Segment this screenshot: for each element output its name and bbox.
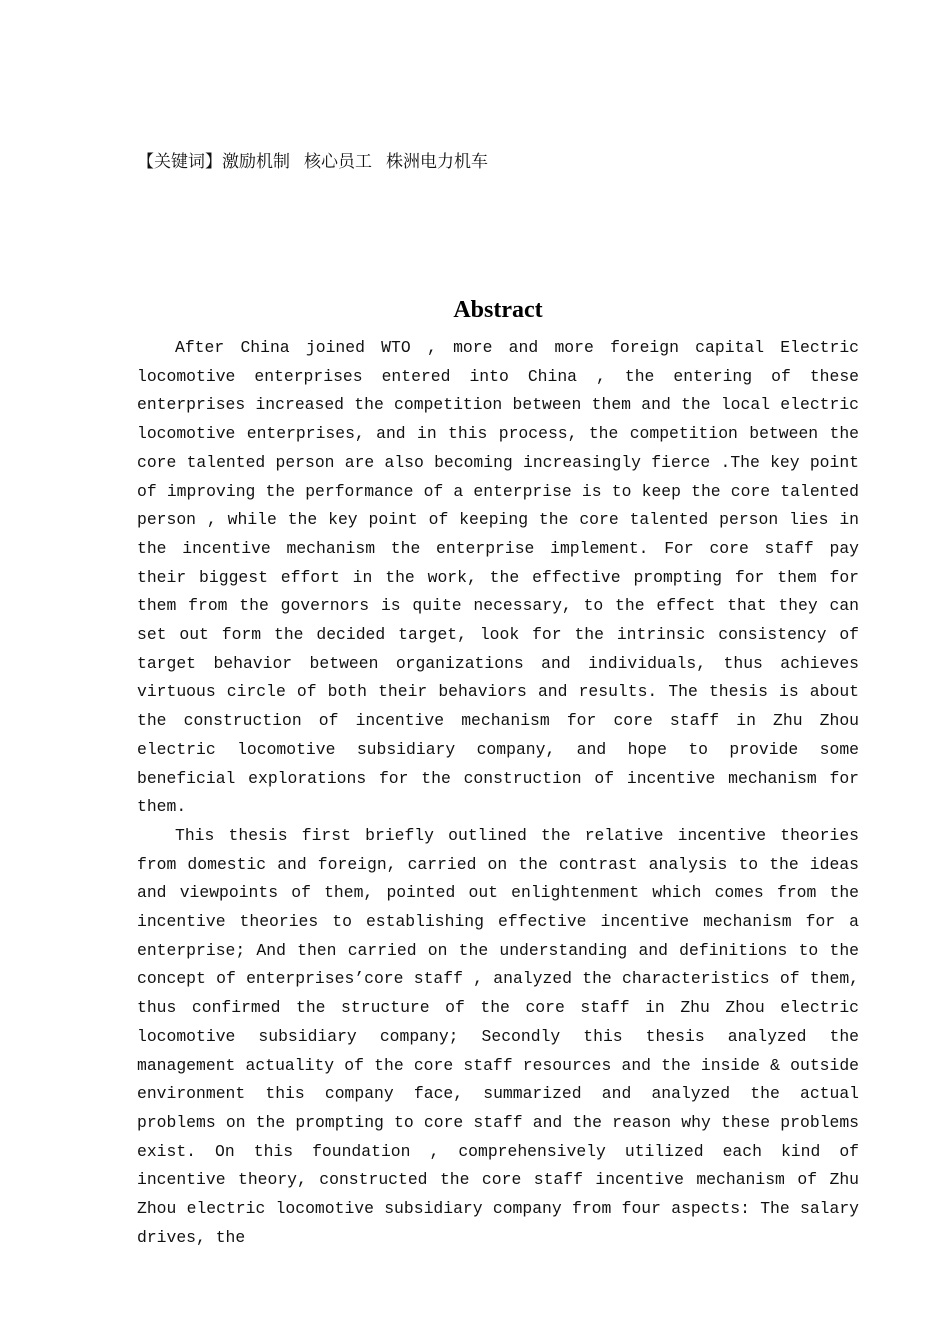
- abstract-paragraph: After China joined WTO , more and more foreign capital Electric locomotive enterprises entered into China , the entering of these enterprises increased the competition between them and the local electric locomotive enterprises, and in this process, the competition between the core talented person are also becoming increasingly fierce .The key point of improving the performance of a enterprise is to keep the core talented person , while the key point of keeping the core talented person lies in the incentive mechanism the enterprise implement. For core staff pay their biggest effort in the work, the effective prompting for them for them from the governors is quite necessary, to the effect that they can set out form the decided target, look for the intrinsic consistency of target behavior between organizations and individuals, thus achieves virtuous circle of both their behaviors and results. The thesis is about the construction of incentive mechanism for core staff in Zhu Zhou electric locomotive subsidiary company, and hope to provide some beneficial explorations for the construction of incentive mechanism for them.: [137, 338, 859, 817]
- abstract-title: Abstract: [453, 297, 543, 323]
- keywords-label: 【关键词】: [137, 152, 222, 172]
- abstract-paragraph: This thesis first briefly outlined the relative incentive theories from domestic and foreign, carried on the contrast analysis to the ideas and viewpoints of them, pointed out enlightenment which comes from the incentive theories to establishing effective incentive mechanism for a enterprise; And then carried on the understanding and definitions to the concept of enterprises’core staff , analyzed the characteristics of them, thus confirmed the structure of the core staff in Zhu Zhou electric locomotive subsidiary company; Secondly this thesis analyzed the management actuality of the core staff resources and the inside & outside environment this company face, summarized and analyzed the actual problems on the prompting to core staff and the reason why these problems exist. On this foundation , comprehensively utilized each kind of incentive theory, constructed the core staff incentive mechanism of Zhu Zhou electric locomotive subsidiary company from four aspects: The salary drives, the: [137, 825, 859, 1247]
- keywords-line: [137, 150, 488, 174]
- abstract-body: [137, 334, 859, 1253]
- keyword-term: 株洲电力机车: [386, 152, 488, 172]
- keyword-term: 核心员工: [304, 152, 372, 172]
- keyword-term: 激励机制: [222, 152, 290, 172]
